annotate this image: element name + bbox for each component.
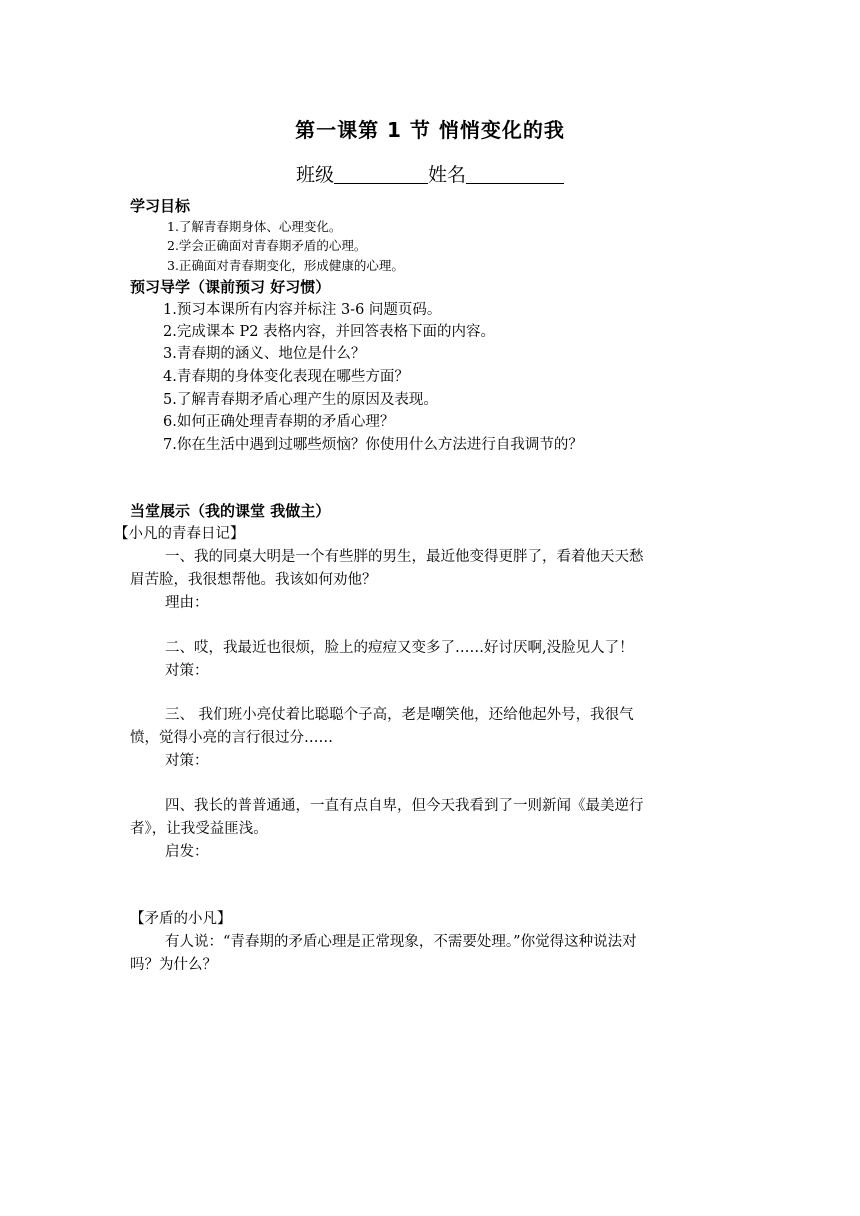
answer-label: 对策： <box>165 753 209 769</box>
class-name-fields <box>0 160 860 187</box>
objective-item: 3.正确面对青春期变化，形成健康的心理。 <box>167 258 404 273</box>
question-4-text: 者》，让我受益匪浅。 <box>130 821 268 837</box>
preview-item: 5.了解青春期矛盾心理产生的原因及表现。 <box>163 392 438 408</box>
conflict-question-text: 有人说：“青春期的矛盾心理是正常现象，不需要处理。”你觉得这种说法对 <box>165 934 637 950</box>
objective-item: 2.学会正确面对青春期矛盾的心理。 <box>167 238 367 253</box>
preview-item: 2.完成课本 P2 表格内容，并回答表格下面的内容。 <box>163 324 496 340</box>
preview-item: 3.青春期的涵义、地位是什么？ <box>163 346 366 362</box>
preview-heading: 预习导学（课前预习 好习惯） <box>130 278 331 296</box>
answer-label: 对策： <box>165 663 209 679</box>
name-label: 姓名 <box>428 164 467 186</box>
class-label: 班级 <box>295 164 334 186</box>
objectives-heading: 学习目标 <box>130 197 191 215</box>
question-1-text: 一、我的同桌大明是一个有些胖的男生，最近他变得更胖了，看着他天天愁 <box>165 549 644 565</box>
answer-label: 理由： <box>165 595 209 611</box>
question-3-text: 三、 我们班小亮仗着比聪聪个子高，老是嘲笑他，还给他起外号，我很气 <box>165 707 634 723</box>
display-heading: 当堂展示（我的课堂 我做主） <box>130 502 331 520</box>
preview-item: 6.如何正确处理青春期的矛盾心理？ <box>163 414 395 430</box>
conflict-title: 【矛盾的小凡】 <box>130 911 232 927</box>
page-title: 第一课第 1 节 悄悄变化的我 <box>295 118 565 142</box>
objective-item: 1.了解青春期身体、心理变化。 <box>167 219 342 234</box>
class-blank <box>334 164 428 184</box>
diary-title: 【小凡的青春日记】 <box>114 526 245 542</box>
preview-item: 4.青春期的身体变化表现在哪些方面？ <box>163 369 409 385</box>
question-2-text: 二、哎，我最近也很烦，脸上的痘痘又变多了……好讨厌啊,没脸见人了！ <box>165 640 634 656</box>
question-4-text: 四、我长的普普通通，一直有点自卑，但今天我看到了一则新闻《最美逆行 <box>165 798 644 814</box>
name-blank <box>466 164 564 184</box>
answer-label: 启发： <box>165 844 209 860</box>
preview-item: 1.预习本课所有内容并标注 3-6 问题页码。 <box>163 302 442 318</box>
preview-item: 7.你在生活中遇到过哪些烦恼？你使用什么方法进行自我调节的？ <box>163 437 583 453</box>
question-1-text: 眉苦脸，我很想帮他。我该如何劝他？ <box>130 572 377 588</box>
conflict-question-text: 吗？为什么？ <box>130 957 217 973</box>
question-3-text: 愤，觉得小亮的言行很过分…… <box>130 730 333 746</box>
